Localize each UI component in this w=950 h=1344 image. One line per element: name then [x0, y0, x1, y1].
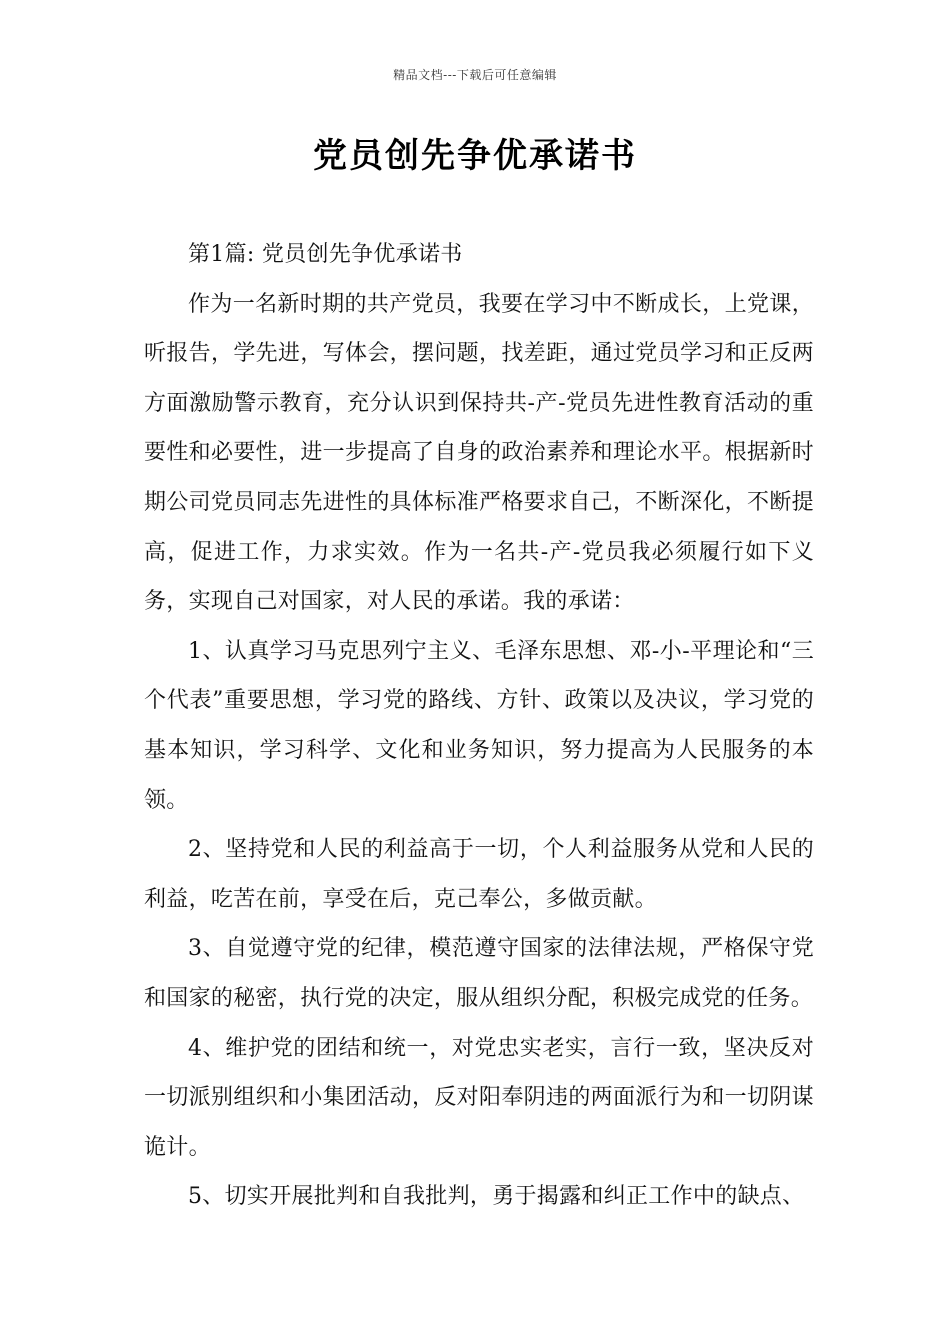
paragraph-pledge-2: 2、坚持党和人民的利益高于一切，个人利益服务从党和人民的利益，吃苦在前，享受在后，克己奉公，多做贡献。: [144, 837, 814, 912]
paragraph-pledge-3: 3、自觉遵守党的纪律，模范遵守国家的法律法规，严格保守党和国家的秘密，执行党的决定，服从组织分配，积极完成党的任务。: [144, 936, 814, 1011]
document-body: [144, 230, 814, 1222]
paragraph-pledge-5: 5、切实开展批判和自我批判，勇于揭露和纠正工作中的缺点、: [188, 1184, 805, 1210]
paragraph-intro: 作为一名新时期的共产党员，我要在学习中不断成长，上党课，听报告，学先进，写体会，摆问题，找差距，通过党员学习和正反两方面激励警示教育，充分认识到保持共-产-党员先进性教育活动的重要性和必要性，进一步提高了自身的政治素养和理论水平。根据新时期公司党员同志先进性的具体标准严格要求自己，不断深化，不断提高，促进工作，力求实效。作为一名共-产-党员我必须履行如下义务，实现自己对国家，对人民的承诺。我的承诺：: [144, 291, 814, 615]
section-heading: 第1篇: 党员创先争优承诺书: [188, 242, 463, 267]
header-note: 精品文档---下载后可任意编辑: [393, 68, 557, 82]
paragraph-pledge-1: 1、认真学习马克思列宁主义、毛泽东思想、邓-小-平理论和“三个代表”重要思想，学习党的路线、方针、政策以及决议，学习党的基本知识，学习科学、文化和业务知识，努力提高为人民服务的本领。: [144, 638, 814, 813]
paragraph-pledge-4: 4、维护党的团结和统一，对党忠实老实，言行一致，坚决反对一切派别组织和小集团活动，反对阳奉阴违的两面派行为和一切阴谋诡计。: [144, 1035, 814, 1160]
document-title: 党员创先争优承诺书: [313, 136, 637, 176]
